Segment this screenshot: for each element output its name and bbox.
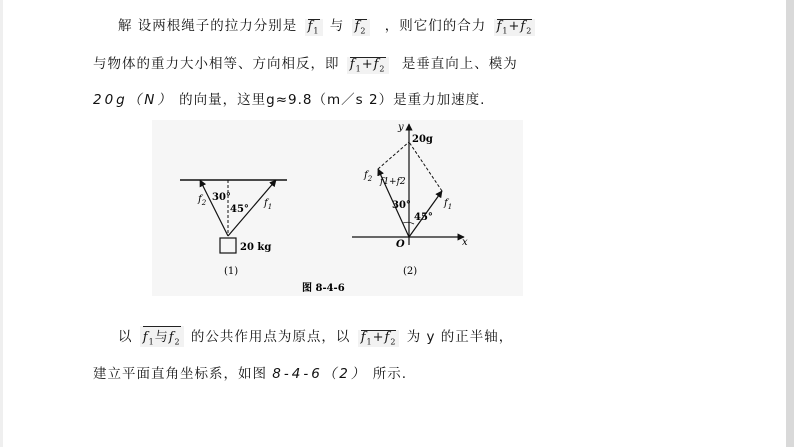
text-line-4 [118,325,513,347]
vector-f1-plus-f2: $f_1+f_2$ [494,19,536,36]
y-axis-label: y [398,122,404,133]
line1-text-a: 解 设两根绳子的拉力分别是 [118,18,298,34]
line5-text-a: 建立平面直角坐标系，如图 [93,366,267,382]
rope-left [200,180,228,236]
text-line-2 [93,52,518,74]
right-diagram [352,122,468,277]
line3-text-b: 的向量，这里g≈9.8（m／s 2）是重力加速度. [179,92,486,108]
right-f1-label: $f_1$ [444,198,453,211]
line4-text-b: 的公共作用点为原点，以 [190,329,351,345]
left-f2-label: $f_2$ [198,194,207,207]
x-axis-label: x [462,237,468,248]
figure-svg [152,120,523,296]
right-angle-b: 45° [414,212,433,223]
vector-f1: $f_1$ [305,19,323,36]
mass-label: 20 kg [240,242,272,253]
left-angle-b: 45° [230,204,249,215]
line1-text-b: 与 [329,18,345,34]
line2-text-a: 与物体的重力大小相等、方向相反，即 [93,56,340,72]
line2-text-b: 是垂直向上、模为 [401,56,518,72]
top-label: 20g [412,134,433,145]
text-line-5 [93,362,407,382]
line1-text-c: ，则它们的合力 [384,18,487,34]
right-angle-a: 30° [392,200,411,211]
vector-f1-plus-f2: $f_1+f_2$ [347,57,389,74]
figure-title: 图 8-4-6 [302,283,345,294]
left-f1-label: $f_1$ [264,198,273,211]
line5-text-c: 所示. [372,366,407,382]
text-line-1 [118,14,537,36]
figure-8-4-6 [152,120,523,296]
left-angle-a: 30° [212,192,231,203]
right-caption: (2) [403,266,418,277]
line4-text-a: 以 [118,329,133,345]
origin-label: O [396,239,405,250]
vector-f1-and-f2: $f_1$与$f_2$ [140,326,184,347]
right-f2-label: $f_2$ [364,170,373,183]
line4-text-c: 为 y 的正半轴， [406,329,514,345]
parallel-dashed-left [378,142,409,169]
line3-text-a: 20g（N） [93,92,174,108]
parallel-dashed-right [409,142,442,191]
weight-box [220,238,236,253]
text-line-3 [93,88,485,108]
line5-text-b: 8-4-6（2） [272,366,368,382]
left-frame-edge [0,0,3,447]
vector-f2: $f_2$ [352,19,370,36]
vector-f1-plus-f2: $f_1+f_2$ [358,330,400,347]
left-diagram [180,180,287,277]
sum-label: f1+f2 [380,177,406,187]
left-caption: (1) [224,266,239,277]
right-frame-edge [786,0,794,447]
